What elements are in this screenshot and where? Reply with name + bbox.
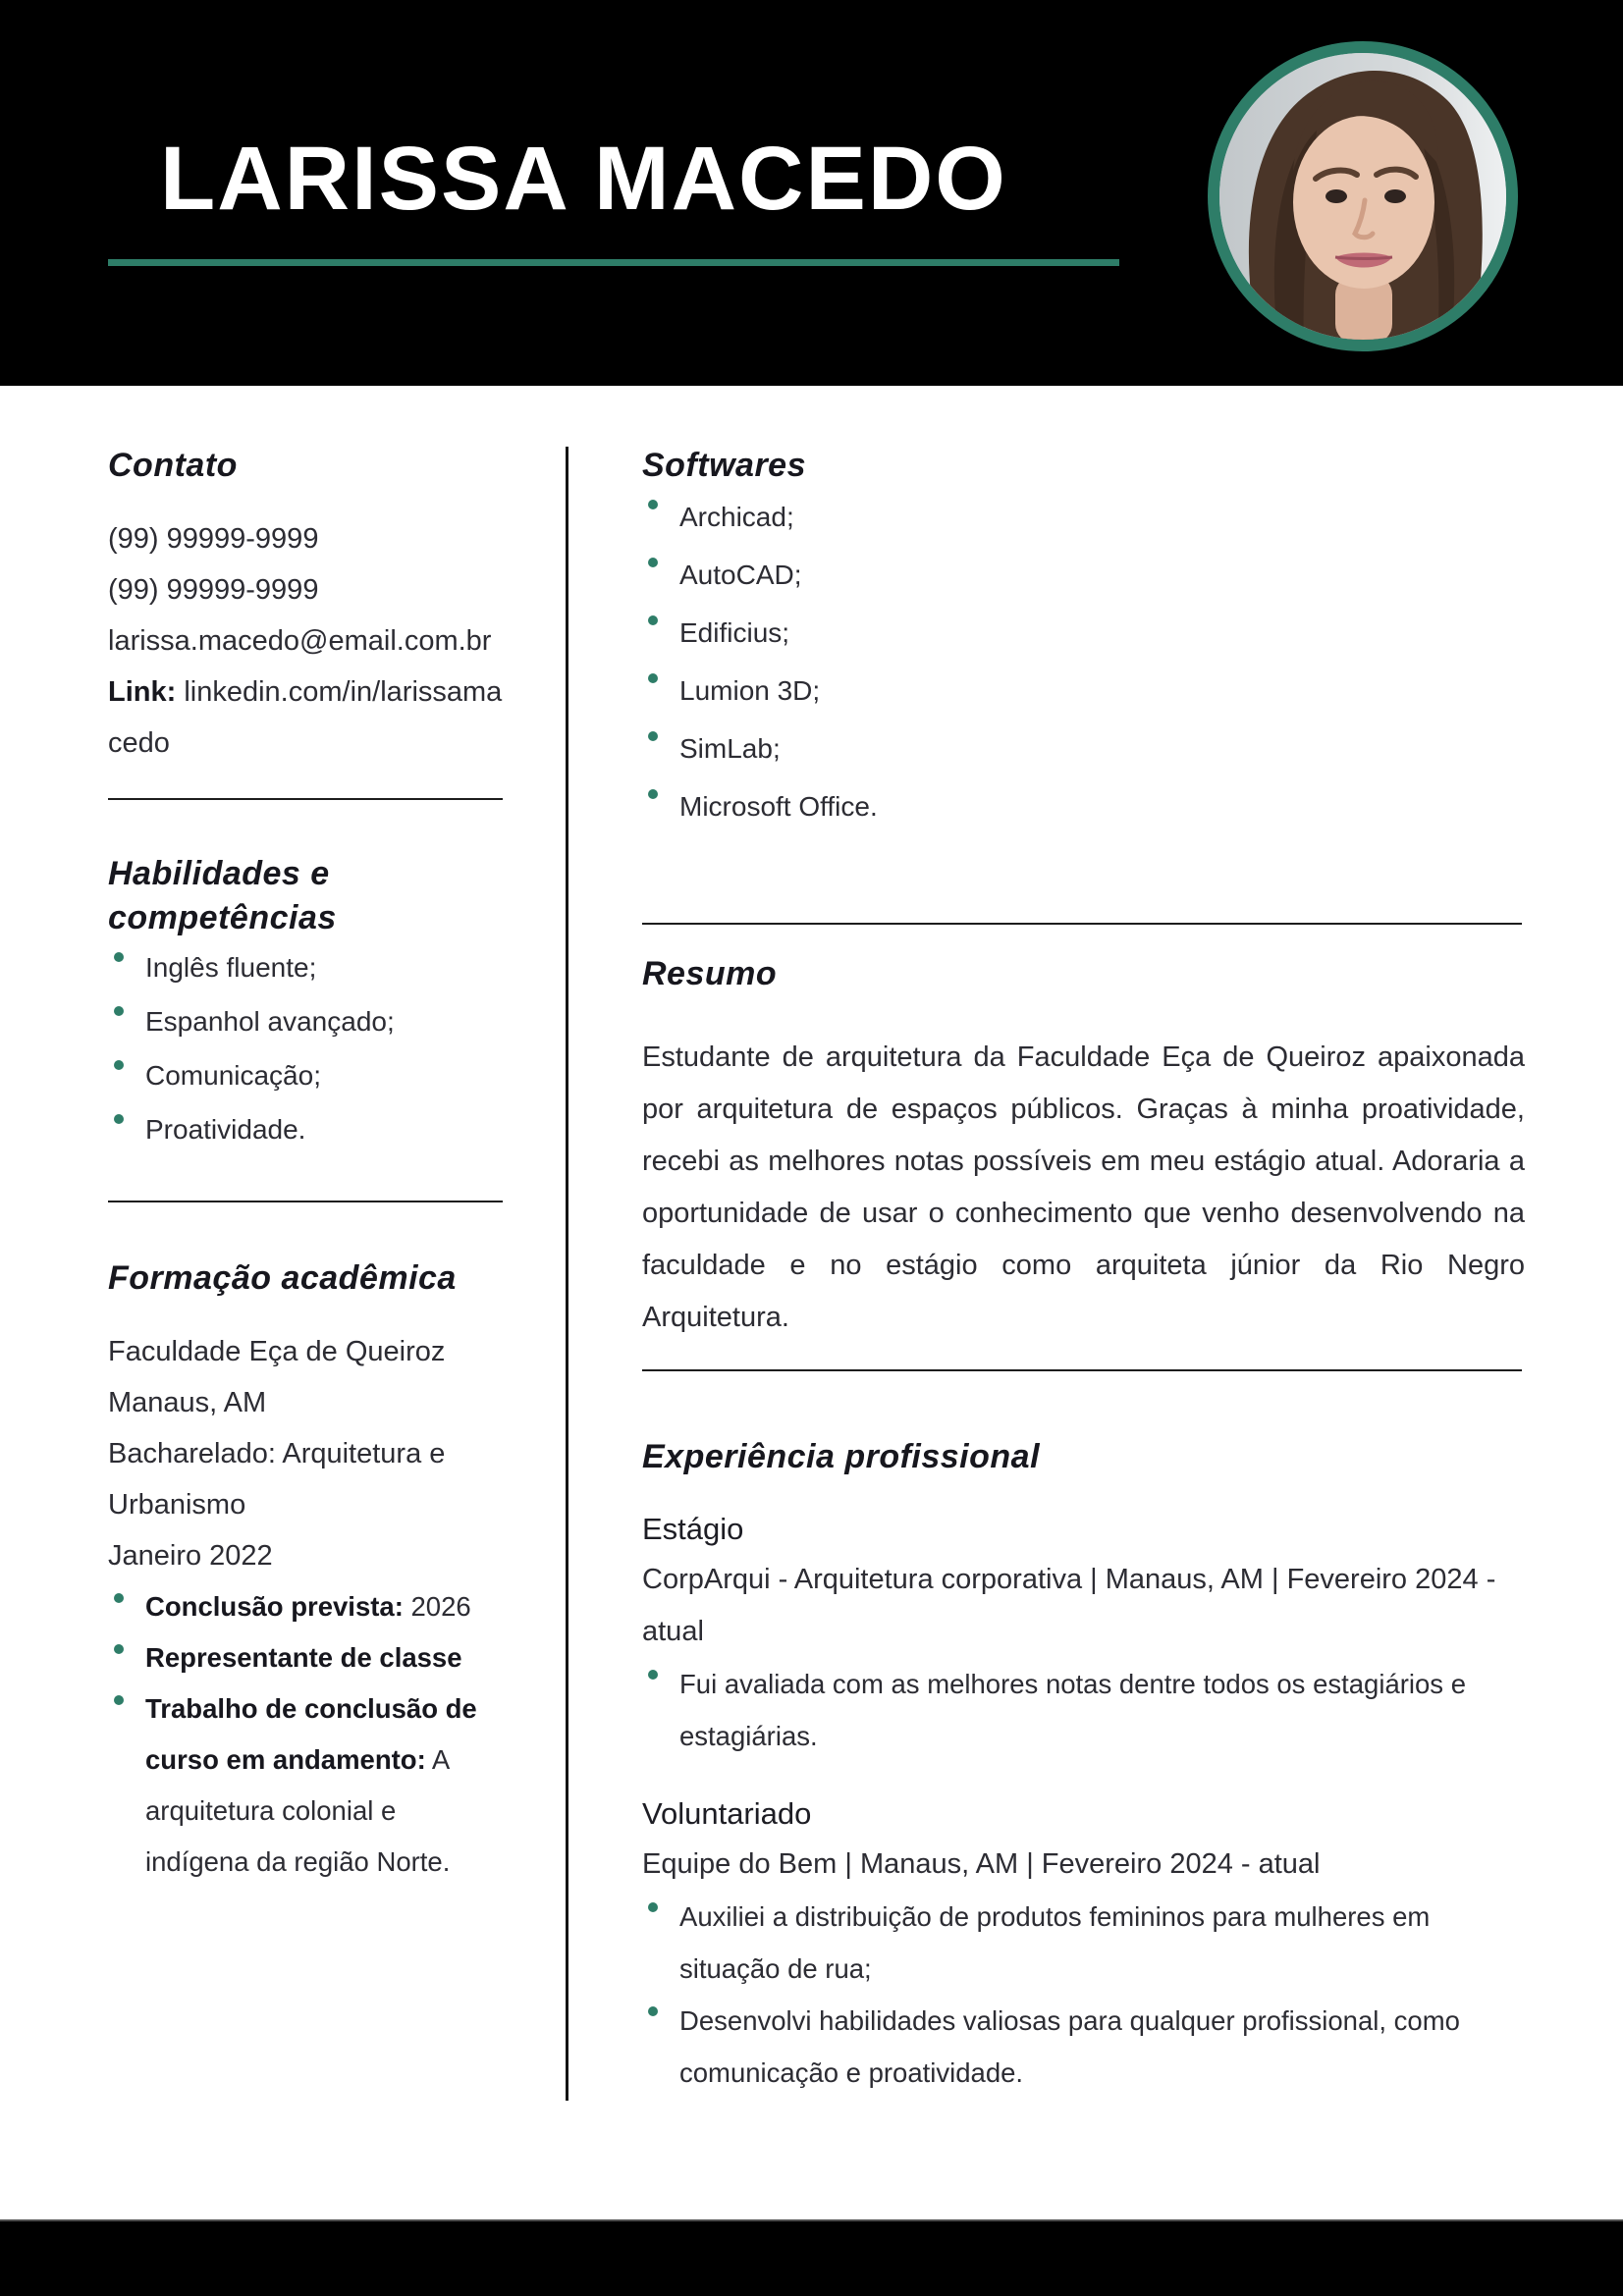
skill-item: Proatividade. xyxy=(108,1102,506,1156)
phone-primary: (99) 99999-9999 xyxy=(108,523,319,555)
section-education xyxy=(108,1256,506,1888)
experience-role: Voluntariado xyxy=(642,1796,812,1831)
linkedin-url: linkedin.com/in/larissamacedo xyxy=(108,676,503,759)
section-softwares xyxy=(642,444,1525,835)
phone-secondary: (99) 99999-9999 xyxy=(108,574,319,606)
divider-after-skills xyxy=(108,1201,503,1202)
portrait-illustration xyxy=(1219,53,1506,340)
divider-after-contact xyxy=(108,798,503,800)
software-item: AutoCAD; xyxy=(642,546,1525,604)
contact-section-title: Contato xyxy=(108,447,238,484)
education-bullet: Representante de classe xyxy=(108,1632,506,1683)
experience-section-title: Experiência profissional xyxy=(642,1438,1041,1475)
divider-after-summary xyxy=(642,1369,1522,1371)
software-list xyxy=(642,488,1525,835)
experience-bullet: Desenvolvi habilidades valiosas para qualquer profissional, como comunicação e proatividade. xyxy=(642,1995,1525,2099)
linkedin-line xyxy=(108,667,506,769)
softwares-section-title: Softwares xyxy=(642,447,806,484)
software-item: SimLab; xyxy=(642,720,1525,777)
software-item: Edificius; xyxy=(642,604,1525,662)
skills-section-title: Habilidades e competências xyxy=(108,855,337,936)
section-summary xyxy=(642,952,1525,1344)
contact-list xyxy=(108,513,506,769)
link-label: Link: xyxy=(108,676,177,708)
experience-bullet-list xyxy=(642,1891,1525,2099)
experience-bullet-list xyxy=(642,1658,1525,1762)
footer-band xyxy=(0,2219,1623,2296)
skills-list xyxy=(108,940,506,1156)
education-school: Faculdade Eça de Queiroz xyxy=(108,1336,446,1367)
skill-item: Comunicação; xyxy=(108,1048,506,1102)
page-title: LARISSA MACEDO xyxy=(160,129,1007,229)
section-contact xyxy=(108,444,506,769)
experience-meta: Equipe do Bem | Manaus, AM | Fevereiro 2024 - atual xyxy=(642,1848,1321,1880)
accent-underline xyxy=(108,259,1119,266)
divider-after-softwares xyxy=(642,923,1522,925)
education-degree: Bacharelado: Arquitetura e Urbanismo xyxy=(108,1438,446,1521)
education-section-title: Formação acadêmica xyxy=(108,1259,457,1297)
education-location: Manaus, AM xyxy=(108,1387,267,1418)
header-band xyxy=(0,0,1623,386)
skill-item: Espanhol avançado; xyxy=(108,994,506,1048)
summary-section-title: Resumo xyxy=(642,955,778,992)
education-start-date: Janeiro 2022 xyxy=(108,1540,273,1572)
avatar xyxy=(1208,41,1518,351)
column-divider xyxy=(566,447,568,2101)
email-address: larissa.macedo@email.com.br xyxy=(108,625,492,657)
software-item: Lumion 3D; xyxy=(642,662,1525,720)
education-details xyxy=(108,1326,506,1581)
section-experience xyxy=(642,1435,1525,2099)
experience-bullet: Fui avaliada com as melhores notas dentre todos os estagiários e estagiárias. xyxy=(642,1658,1525,1762)
software-item: Microsoft Office. xyxy=(642,777,1525,835)
education-bullet: Conclusão prevista: 2026 xyxy=(108,1581,506,1632)
experience-bullet: Auxiliei a distribuição de produtos femininos para mulheres em situação de rua; xyxy=(642,1891,1525,1995)
education-bullet-list xyxy=(108,1581,506,1888)
summary-paragraph: Estudante de arquitetura da Faculdade Eça de Queiroz apaixonada por arquitetura de espaços públicos. Graças à minha proatividade, recebi as melhores notas possíveis em meu estágio atual. Adoraria a oportunidade de usar o conhecimento que venho desenvolvendo na faculdade e no estágio como arquiteta júnior da Rio Negro Arquitetura. xyxy=(642,1041,1525,1333)
experience-role: Estágio xyxy=(642,1512,744,1546)
experience-meta: CorpArqui - Arquitetura corporativa | Manaus, AM | Fevereiro 2024 - atual xyxy=(642,1564,1496,1647)
skill-item: Inglês fluente; xyxy=(108,940,506,994)
education-bullet: Trabalho de conclusão de curso em andamento: A arquitetura colonial e indígena da região Norte. xyxy=(108,1683,506,1888)
section-skills xyxy=(108,852,506,1156)
software-item: Archicad; xyxy=(642,488,1525,546)
